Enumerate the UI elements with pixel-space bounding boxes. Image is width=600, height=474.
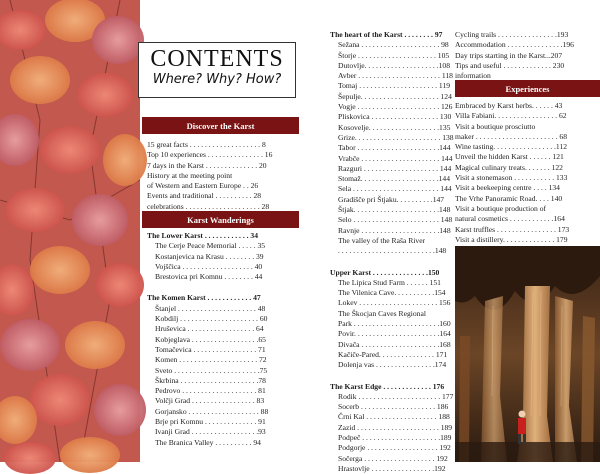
toc-entry: Vogje . . . . . . . . . . . . . . . . . . . . . . 126: [338, 102, 453, 112]
right-top-list: [455, 30, 574, 81]
toc-entry: Vojščica . . . . . . . . . . . . . . . . . . . 40: [155, 261, 263, 271]
toc-entry: The Lipica Stud Farm . . . . . . 151: [338, 277, 441, 287]
toc-entry: Kobjeglava . . . . . . . . . . . . . . . . . .65: [155, 334, 266, 344]
toc-entry: Kačiče-Pared. . . . . . . . . . . . . . . 171: [338, 349, 448, 359]
toc-entry: Selo . . . . . . . . . . . . . . . . . . . . . . . 148: [338, 215, 453, 225]
wanderings-middle-list: [330, 30, 454, 474]
toc-entry: Tomačevica . . . . . . . . . . . . . . . . . 71: [155, 344, 266, 354]
toc-entry: Socerb . . . . . . . . . . . . . . . . . . . . 186: [338, 402, 449, 412]
toc-entry: Gradišče pri Štjaku. . . . . . . . . .147: [338, 194, 445, 204]
toc-entry: Grize. . . . . . . . . . . . . . . . . . . . . . . 138: [338, 132, 454, 142]
toc-entry: . . . . . . . . . . . . . . . . . . . . . . . . . .148: [338, 246, 447, 256]
discover-entry: History at the meeting point: [147, 170, 233, 180]
experience-entry: Unveil the hidden Karst . . . . . . 121: [455, 152, 564, 162]
experience-entry: Embraced by Karst herbs. . . . . . 43: [455, 101, 563, 110]
toc-entry: Gorjansko . . . . . . . . . . . . . . . . . . . 88: [155, 406, 269, 416]
subsection-heading: Upper Karst . . . . . . . . . . . . . . .150: [330, 267, 440, 277]
discover-entry: 7 days in the Karst . . . . . . . . . . . . . . 20: [147, 160, 267, 170]
toc-entry: Škrbina . . . . . . . . . . . . . . . . . . . . .78: [155, 375, 266, 385]
discover-entry: Events and traditional . . . . . . . . . . 28: [147, 191, 262, 201]
toc-entry: Lokev . . . . . . . . . . . . . . . . . . . . . 156: [338, 298, 451, 308]
toc-entry: Park . . . . . . . . . . . . . . . . . . . . . . .160: [338, 319, 451, 329]
toc-entry: Stomaž. . . . . . . . . . . . . . . . . . . . .144: [338, 174, 451, 184]
experience-entry: The Vrhe Panoramic Road. . . . 140: [455, 193, 563, 203]
toc-entry: Tips and useful . . . . . . . . . . . . . 230: [455, 60, 565, 70]
experience-entry: Visit a beekeeping centre . . . . 134: [455, 183, 560, 193]
toc-entry: Hruševica . . . . . . . . . . . . . . . . . . 64: [155, 324, 264, 334]
toc-entry: Sveto . . . . . . . . . . . . . . . . . . . . . . .75: [155, 365, 268, 375]
experience-entry: Visit a boutique prosciutto: [455, 121, 536, 131]
toc-entry: Kostanjevica na Krasu . . . . . . . . 39: [155, 251, 264, 261]
section-header-discover: Discover the Karst: [142, 117, 299, 134]
spacer: [147, 282, 297, 293]
toc-entry: Hrastovlje . . . . . . . . . . . . . . . . .192: [338, 463, 446, 473]
experience-entry: maker . . . . . . . . . . . . . . . . . . . . . . 68: [455, 131, 567, 141]
toc-entry: Podpeč . . . . . . . . . . . . . . . . . . . . .189: [338, 432, 452, 442]
page-subtitle: Where? Why? How?: [152, 72, 282, 87]
section-header-wanderings: Karst Wanderings: [142, 211, 299, 228]
experience-entry: Villa Fabiani. . . . . . . . . . . . . . . . . 62: [455, 111, 567, 121]
discover-entry: of Western and Eastern Europe . . 26: [147, 181, 259, 191]
discover-entry: celebrations . . . . . . . . . . . . . . . . . . . . 28: [147, 201, 270, 211]
toc-entry: Ravnje . . . . . . . . . . . . . . . . . . . . .148: [338, 225, 451, 235]
toc-entry: Razguri . . . . . . . . . . . . . . . . . . . . 144: [338, 163, 452, 173]
experience-entry: Wine tasting. . . . . . . . . . . . . . . . .112: [455, 142, 568, 152]
spacer: [330, 371, 442, 382]
experience-entry: Visit a boutique production of: [455, 203, 547, 213]
toc-entry: Avber . . . . . . . . . . . . . . . . . . . . . . 118: [338, 71, 453, 81]
toc-entry: Podgorje . . . . . . . . . . . . . . . . . . . 192: [338, 443, 451, 453]
subsection-heading: The Lower Karst . . . . . . . . . . . . 34: [147, 231, 259, 240]
toc-entry: Komen . . . . . . . . . . . . . . . . . . . . . 72: [155, 355, 267, 365]
discover-entry: 15 great facts . . . . . . . . . . . . . . . . . . . 8: [147, 140, 266, 149]
toc-entry: Brje pri Komnu . . . . . . . . . . . . . . 91: [155, 417, 266, 427]
toc-entry: Brestovica pri Komnu . . . . . . . . 44: [155, 272, 263, 282]
toc-entry: Zazid . . . . . . . . . . . . . . . . . . . . . . 189: [338, 422, 453, 432]
toc-entry: Tabor . . . . . . . . . . . . . . . . . . . . . .144: [338, 143, 451, 153]
toc-entry: Povir. . . . . . . . . . . . . . . . . . . . . . .164: [338, 329, 451, 339]
toc-entry: Divača . . . . . . . . . . . . . . . . . . . . .168: [338, 339, 451, 349]
toc-entry: information: [455, 71, 491, 81]
toc-entry: The Vilenica Cave. . . . . . . . . . .154: [338, 288, 446, 298]
toc-entry: Kobdilj . . . . . . . . . . . . . . . . . . . . . 60: [155, 314, 268, 324]
toc-entry: The Branica Valley . . . . . . . . . . 94: [155, 437, 261, 447]
toc-entry: Sočerga . . . . . . . . . . . . . . . . . . . 192: [338, 453, 448, 463]
cave-illustration: [455, 246, 600, 462]
experience-entry: Visit a stonemason . . . . . . . . . . . 133: [455, 173, 568, 183]
experience-entry: Magical culinary treats. . . . . . . 122: [455, 162, 563, 172]
toc-entry: Sežana . . . . . . . . . . . . . . . . . . . . . 98: [338, 40, 449, 50]
experience-entry: Karst truffles . . . . . . . . . . . . . . . . 173: [455, 224, 570, 234]
toc-entry: Rodik . . . . . . . . . . . . . . . . . . . . . . 177: [338, 391, 454, 401]
toc-entry: Črni Kal . . . . . . . . . . . . . . . . . . . 188: [338, 412, 450, 422]
subsection-heading: The heart of the Karst . . . . . . . . 97: [330, 30, 443, 39]
toc-entry: Štjak. . . . . . . . . . . . . . . . . . . . . . .148: [338, 205, 451, 215]
toc-entry: Accommodation . . . . . . . . . . . . . . .196: [455, 40, 574, 50]
toc-entry: Dutovlje. . . . . . . . . . . . . . . . . . . .108: [338, 60, 451, 70]
toc-entry: The Škocjan Caves Regional: [338, 308, 426, 318]
toc-entry: Kosovelje. . . . . . . . . . . . . . . . . . .135: [338, 122, 451, 132]
toc-entry: Šepulje. . . . . . . . . . . . . . . . . . . . . 124: [338, 91, 452, 101]
toc-entry: Day trips starting in the Karst...207: [455, 50, 563, 60]
experience-entry: Visit a distillery. . . . . . . . . . . . . . 179: [455, 234, 568, 244]
toc-entry: Ivanji Grad . . . . . . . . . . . . . . . . . .93: [155, 427, 266, 437]
cave-photo: [455, 246, 600, 462]
discover-entry: Top 10 experiences . . . . . . . . . . . . . . . 16: [147, 150, 273, 160]
toc-entry: Pedrovo . . . . . . . . . . . . . . . . . . . . 81: [155, 386, 266, 396]
experiences-list: [455, 101, 575, 245]
subsection-heading: The Komen Karst . . . . . . . . . . . . 47: [147, 293, 261, 303]
wanderings-left-list: [147, 231, 297, 448]
autumn-leaves-photo: [0, 0, 140, 462]
toc-entry: Dolenja vas . . . . . . . . . . . . . . . .174: [338, 360, 447, 370]
toc-entry: Vrabče . . . . . . . . . . . . . . . . . . . . . 144: [338, 153, 453, 163]
leaves-illustration: [0, 0, 140, 462]
toc-entry: Tomaj . . . . . . . . . . . . . . . . . . . . . 119: [338, 81, 451, 91]
toc-entry: Volčji Grad . . . . . . . . . . . . . . . . . 83: [155, 396, 265, 406]
toc-entry: Sela . . . . . . . . . . . . . . . . . . . . . . . 144: [338, 184, 452, 194]
toc-entry: Pliskovica . . . . . . . . . . . . . . . . . . 130: [338, 112, 452, 122]
spacer: [330, 257, 442, 268]
section-header-experiences: Experiences: [455, 80, 600, 97]
experience-entry: natural cosmetics . . . . . . . . . . . .164: [455, 214, 565, 224]
contents-title-box: [138, 42, 296, 98]
discover-list: [147, 140, 297, 212]
page-title: CONTENTS: [150, 46, 284, 72]
toc-entry: The valley of the Raša River: [338, 235, 426, 245]
toc-entry: Cycling trails . . . . . . . . . . . . . . . .193: [455, 30, 569, 39]
toc-entry: Štanjel . . . . . . . . . . . . . . . . . . . . . 48: [155, 303, 266, 313]
toc-entry: Štorje . . . . . . . . . . . . . . . . . . . . . 105: [338, 50, 450, 60]
toc-entry: The Cerje Peace Memorial . . . . . 35: [155, 241, 266, 251]
subsection-heading: The Karst Edge . . . . . . . . . . . . . 176: [330, 381, 445, 391]
